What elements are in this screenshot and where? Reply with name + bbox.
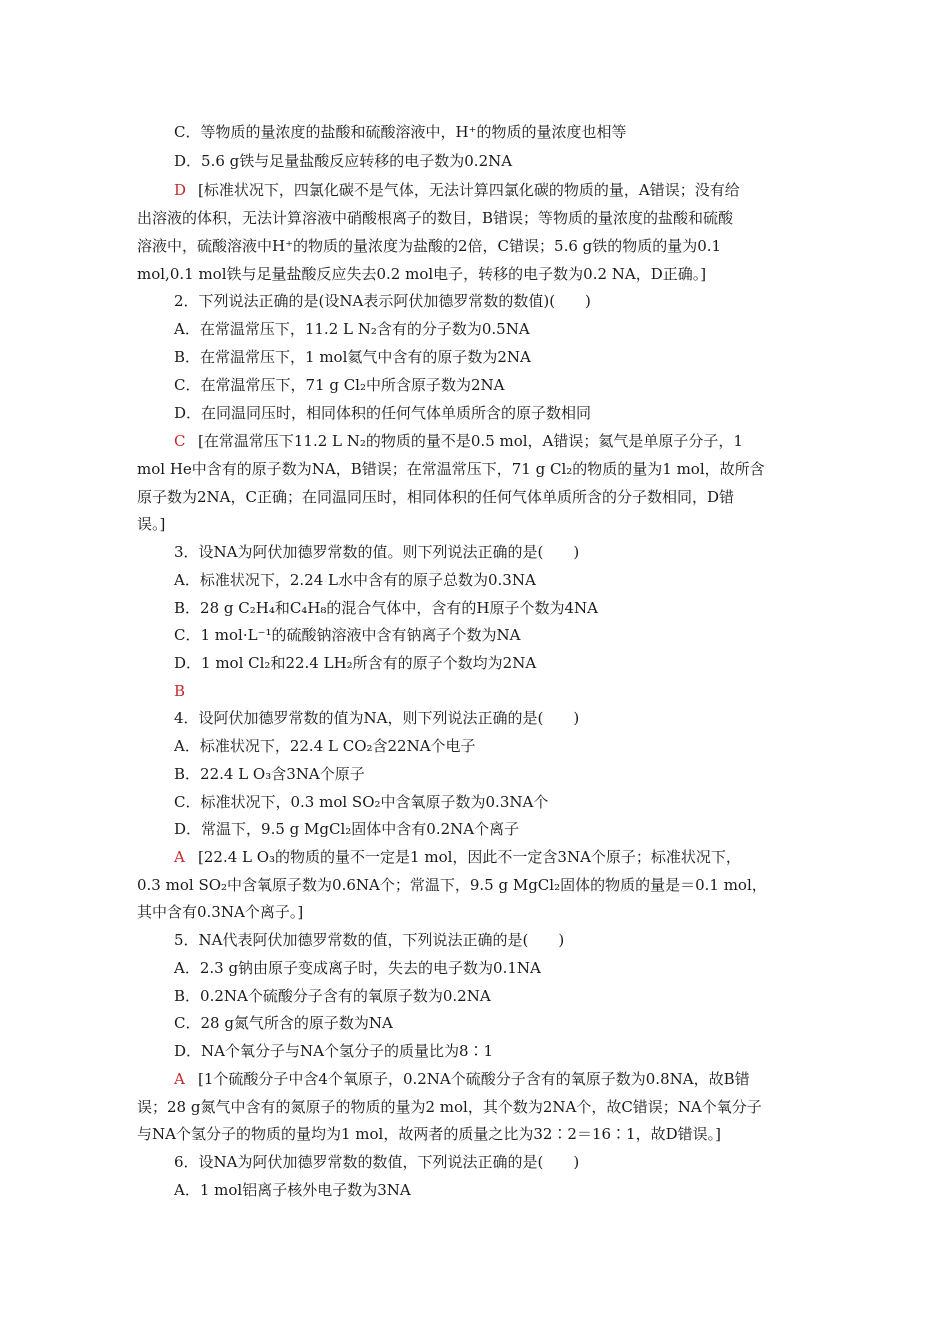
q2-explanation-line: 原子数为2NA，C正确；在同温同压时，相同体积的任何气体单质所含的分子数相同，D错 bbox=[137, 488, 735, 506]
q5-explanation-line: 误；28 g氮气中含有的氮原子的物质的量为2 mol，其个数为2NA个，故C错误；NA个氧分子 bbox=[137, 1098, 762, 1116]
q4-explanation-line: 其中含有0.3NA个离子。] bbox=[137, 903, 304, 921]
q4-option-b: B．22.4 L O₃含3NA个原子 bbox=[174, 765, 365, 783]
q2-option-d: D．在同温同压时，相同体积的任何气体单质所含的原子数相同 bbox=[174, 404, 592, 422]
q4-stem: 4．设阿伏加德罗常数的值为NA，则下列说法正确的是( ) bbox=[174, 709, 580, 727]
q5-option-b: B．0.2NA个硫酸分子含有的氧原子数为0.2NA bbox=[174, 987, 491, 1005]
q1-option-d: D．5.6 g铁与足量盐酸反应转移的电子数为0.2NA bbox=[174, 152, 513, 170]
q1-explanation-line: 出溶液的体积，无法计算溶液中硝酸根离子的数目，B错误；等物质的量浓度的盐酸和硫酸 bbox=[137, 209, 734, 227]
q2-option-a: A．在常温常压下，11.2 L N₂含有的分子数为0.5NA bbox=[174, 320, 530, 338]
q2-explanation-line: 误。] bbox=[137, 515, 166, 533]
q5-explanation-line: 与NA个氢分子的物质的量均为1 mol，故两者的质量之比为32∶2＝16∶1，故D错误。] bbox=[137, 1125, 721, 1143]
q3-option-a: A．标准状况下，2.24 L水中含有的原子总数为0.3NA bbox=[174, 571, 536, 589]
q1-answer: D bbox=[174, 181, 187, 199]
q2-stem: 2．下列说法正确的是(设NA表示阿伏加德罗常数的数值)( ) bbox=[174, 292, 591, 310]
q3-option-c: C．1 mol·L⁻¹的硫酸钠溶液中含有钠离子个数为NA bbox=[174, 626, 521, 644]
q4-option-d: D．常温下，9.5 g MgCl₂固体中含有0.2NA个离子 bbox=[174, 820, 520, 838]
q1-explanation-line: mol,0.1 mol铁与足量盐酸反应失去0.2 mol电子，转移的电子数为0.2 NA，D正确。] bbox=[137, 265, 707, 283]
q2-option-c: C．在常温常压下，71 g Cl₂中所含原子数为2NA bbox=[174, 376, 505, 394]
q4-explanation-line: 0.3 mol SO₂中含氧原子数为0.6NA个；常温下，9.5 g MgCl₂固体的物质的量是＝0.1 mol， bbox=[137, 876, 767, 894]
q4-explanation-line: [22.4 L O₃的物质的量不一定是1 mol，因此不一定含3NA个原子；标准状况下， bbox=[198, 848, 741, 866]
q6-stem: 6．设NA为阿伏加德罗常数的数值，下列说法正确的是( ) bbox=[174, 1153, 580, 1171]
q2-explanation-line: [在常温常压下11.2 L N₂的物质的量不是0.5 mol，A错误；氦气是单原子分子，1 bbox=[198, 432, 743, 450]
q5-option-d: D．NA个氧分子与NA个氢分子的质量比为8∶1 bbox=[174, 1042, 494, 1060]
q3-option-d: D．1 mol Cl₂和22.4 LH₂所含有的原子个数均为2NA bbox=[174, 654, 537, 672]
q3-answer: B bbox=[174, 682, 186, 700]
q5-option-a: A．2.3 g钠由原子变成离子时，失去的电子数为0.1NA bbox=[174, 959, 541, 977]
q6-option-a: A．1 mol铝离子核外电子数为3NA bbox=[174, 1181, 411, 1199]
q3-option-b: B．28 g C₂H₄和C₄H₈的混合气体中，含有的H原子个数为4NA bbox=[174, 599, 599, 617]
q4-option-c: C．标准状况下，0.3 mol SO₂中含氧原子数为0.3NA个 bbox=[174, 793, 549, 811]
q2-explanation-line: mol He中含有的原子数为NA，B错误；在常温常压下，71 g Cl₂的物质的量为1 mol，故所含 bbox=[137, 460, 765, 478]
q4-option-a: A．标准状况下，22.4 L CO₂含22NA个电子 bbox=[174, 737, 476, 755]
q5-stem: 5．NA代表阿伏加德罗常数的值，下列说法正确的是( ) bbox=[174, 931, 565, 949]
q5-answer: A bbox=[174, 1070, 185, 1088]
q4-answer: A bbox=[174, 848, 185, 866]
q1-option-c: C．等物质的量浓度的盐酸和硫酸溶液中，H⁺的物质的量浓度也相等 bbox=[174, 123, 627, 141]
q1-explanation-line: 溶液中，硫酸溶液中H⁺的物质的量浓度为盐酸的2倍，C错误；5.6 g铁的物质的量为0.1 bbox=[137, 237, 722, 255]
q5-explanation-line: [1个硫酸分子中含4个氧原子，0.2NA个硫酸分子含有的氧原子数为0.8NA，故B错 bbox=[198, 1070, 750, 1088]
q1-explanation-line: [标准状况下，四氯化碳不是气体，无法计算四氯化碳的物质的量，A错误；没有给 bbox=[198, 181, 740, 199]
q3-stem: 3．设NA为阿伏加德罗常数的值。则下列说法正确的是( ) bbox=[174, 543, 580, 561]
q5-option-c: C．28 g氮气所含的原子数为NA bbox=[174, 1014, 393, 1032]
q2-answer: C bbox=[174, 432, 186, 450]
q2-option-b: B．在常温常压下，1 mol氦气中含有的原子数为2NA bbox=[174, 348, 531, 366]
